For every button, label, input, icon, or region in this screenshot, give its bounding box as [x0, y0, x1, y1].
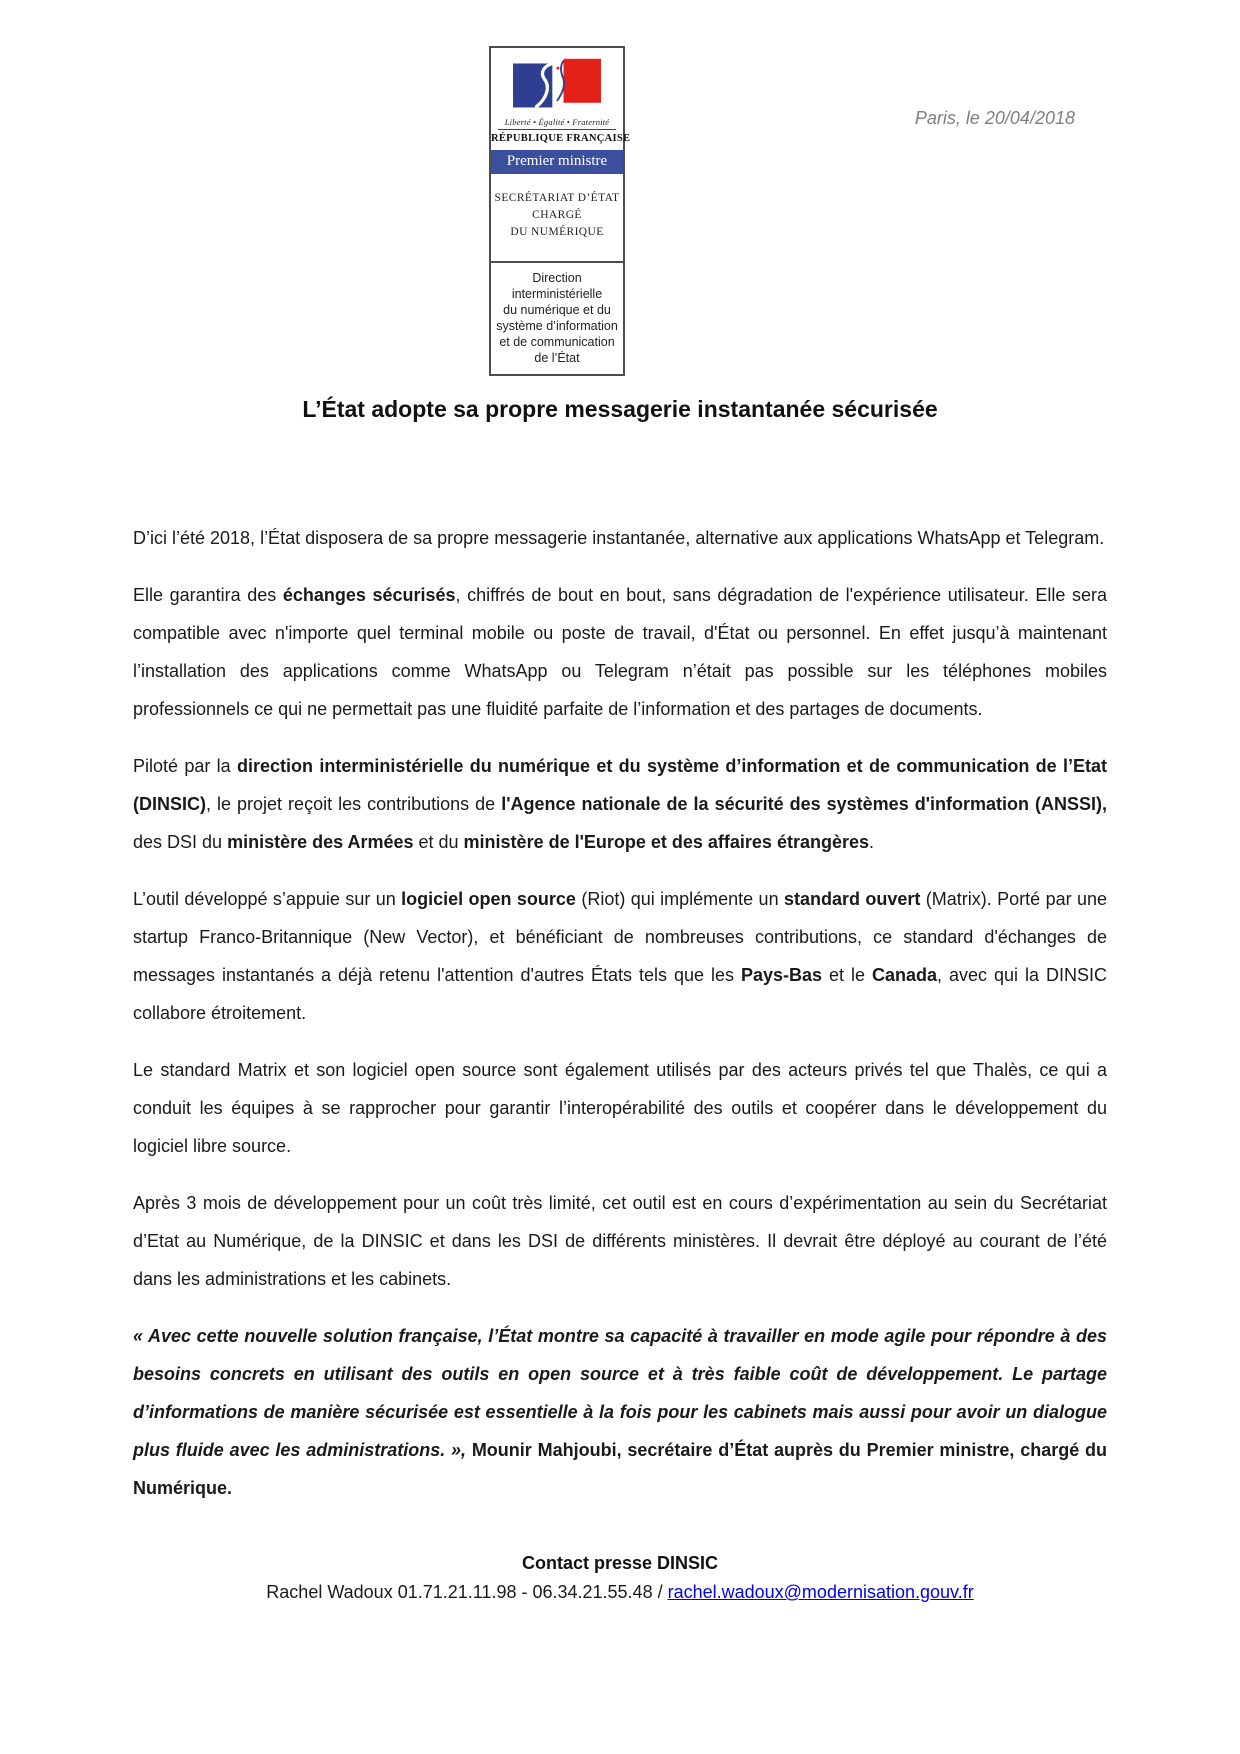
text-run: « Avec cette nouvelle solution française, l’État montre sa capacité à travailler en mode agile pour répondre à des besoins concrets en utilisant des outils en open source et à très faible coût de développement. Le partage d’informations de manière sécurisée est essentielle à la fois pour les cabinets mais aussi pour avoir un dialogue plus fluide avec les administrations. », [133, 1326, 1107, 1460]
text-run: Mounir Mahjoubi, secrétaire d’État auprès du Premier ministre, chargé du Numérique. [133, 1440, 1108, 1498]
paragraph [133, 880, 1107, 1032]
text-run: D’ici l’été 2018, l’État disposera de sa propre messagerie instantanée, alternative aux applications WhatsApp et Telegram. [133, 528, 1105, 548]
text-line: du numérique et du [503, 303, 611, 317]
paragraph [133, 1184, 1107, 1298]
text-run: , le projet reçoit les contributions de [206, 794, 502, 814]
contact-title: Contact presse DINSIC [521, 1553, 719, 1573]
text-line: de l’État [534, 351, 580, 365]
paragraph [133, 576, 1107, 728]
paragraph [133, 1317, 1107, 1507]
text-run: Piloté par la [133, 756, 238, 776]
contact-email-link[interactable]: rachel.wadoux@modernisation.gouv.fr [667, 1582, 974, 1602]
text-run: Elle garantira des [133, 585, 283, 605]
text-run: L’outil développé s’appuie sur un [133, 889, 402, 909]
document-body [133, 0, 1107, 1603]
text-line: système d’information [496, 319, 618, 333]
text-run: (Riot) qui implémente un [575, 889, 784, 909]
paragraph [133, 747, 1107, 861]
text-run: Le standard Matrix et son logiciel open source sont également utilisés par des acteurs privés tel que Thalès, ce qui a conduit les équipes à se rapprocher pour garantir l’interopérabilité des outils et coopérer dans le développement du logiciel libre source. [133, 1060, 1107, 1156]
motto-text: Liberté • Égalité • Fraternité [498, 117, 616, 130]
date-line: Paris, le 20/04/2018 [914, 108, 1075, 128]
contact-line [133, 1582, 1107, 1603]
text-run: . [869, 832, 875, 852]
text-line: Direction [532, 271, 582, 285]
text-run: des DSI du [133, 832, 228, 852]
paragraph [133, 519, 1107, 557]
text-line: et de communication [499, 335, 615, 349]
text-line: CHARGÉ [532, 209, 582, 221]
republique-francaise-label: RÉPUBLIQUE FRANÇAISE [491, 133, 631, 144]
premier-ministre-banner: Premier ministre [491, 150, 623, 174]
text-run: Pays-Bas [740, 965, 823, 985]
text-run: logiciel open source [401, 889, 576, 909]
text-run: Après 3 mois de développement pour un coût très limité, cet outil est en cours d’expérimentation au sein du Secrétariat d’Etat au Numérique, de la DINSIC et dans les DSI de différents ministères. Il devrait être déployé au courant de l’été dans les administrations et les cabinets. [133, 1193, 1107, 1289]
text-run: , chiffrés de bout en bout, sans dégradation de l'expérience utilisateur. Elle sera compatible avec n'importe quel terminal mobile ou poste de travail, d'État ou personnel. En effet jusqu’à maintenant l’installation des applications comme WhatsApp ou Telegram n’était pas possible sur les téléphones mobiles professionnels ce qui ne permettait pas une fluidité parfaite de l’information et des partages de documents. [133, 585, 1107, 719]
text-run: direction interministérielle du numérique et du système d’information et de communication de l’Etat (DINSIC) [133, 756, 1107, 814]
text-run: et du [413, 832, 464, 852]
paragraph [133, 1051, 1107, 1165]
text-run: (Matrix). Porté par une startup Franco-Britannique (New Vector), et bénéficiant de nombreuses contributions, ce standard d'échanges de messages instantanés a déjà retenu l'attention d'autres États tels que les [133, 889, 1108, 985]
text-run: et le [822, 965, 873, 985]
body-paragraphs [133, 519, 1107, 1507]
contact-name-phone: Rachel Wadoux 01.71.21.11.98 - 06.34.21.55.48 / [266, 1582, 668, 1602]
text-run: ministère de l'Europe et des affaires étrangères [463, 832, 869, 852]
text-run: l'Agence nationale de la sécurité des systèmes d'information (ANSSI), [501, 794, 1107, 814]
text-run: standard ouvert [783, 889, 921, 909]
document-title: L’État adopte sa propre messagerie instantanée sécurisée [302, 396, 938, 422]
text-line: SECRÉTARIAT D’ÉTAT [494, 192, 620, 204]
press-contact-footer [133, 1553, 1107, 1603]
text-run: Canada [872, 965, 938, 985]
text-line: interministérielle [511, 287, 603, 301]
text-line: DU NUMÉRIQUE [510, 226, 604, 238]
text-run: échanges sécurisés [282, 585, 456, 605]
text-run: ministère des Armées [227, 832, 414, 852]
text-run: , avec qui la DINSIC collabore étroitement. [133, 965, 1108, 1023]
